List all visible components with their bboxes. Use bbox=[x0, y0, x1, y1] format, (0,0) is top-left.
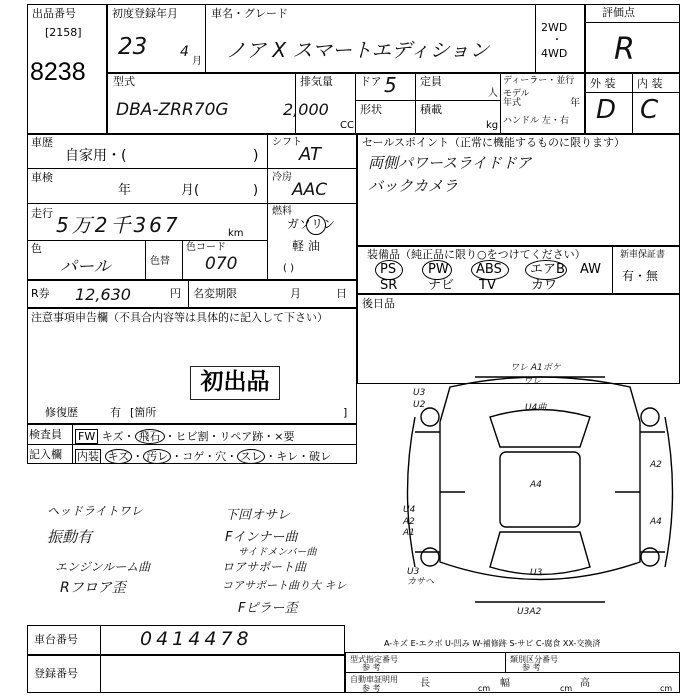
sales-label: セールスポイント（正常に機能するものに限ります） bbox=[362, 136, 626, 149]
inspection-month: 月( bbox=[181, 183, 200, 198]
load-label: 積載 bbox=[420, 103, 442, 116]
inspector-row1: FW キズ・ 飛石 ・ヒビ割・リペア跡・×要 bbox=[75, 428, 295, 444]
diag-note-14: U3 bbox=[530, 568, 543, 578]
remark-right-1: 下回オサレ bbox=[225, 508, 290, 523]
diag-note-12: U3 bbox=[407, 567, 420, 577]
exterior-label: 外 装 bbox=[590, 77, 616, 90]
size-label: 自動車証明用 bbox=[350, 675, 398, 684]
exterior-value: D bbox=[596, 95, 617, 125]
sales-line1: 両側パワースライドドア bbox=[368, 154, 532, 172]
drive-4wd: 4WD bbox=[541, 47, 568, 60]
mileage-label: 走行 bbox=[31, 207, 53, 220]
notes-label: 注意事項申告欄（不具合内容等は具体的に記入して下さい） bbox=[31, 311, 328, 324]
diag-note-2: ワレ bbox=[523, 377, 542, 387]
size-sub: 参 考 bbox=[362, 684, 381, 693]
fuel-diesel: 軽 油 bbox=[292, 239, 320, 253]
shift-value: AT bbox=[299, 144, 321, 165]
ins-required: ×要 bbox=[274, 430, 295, 443]
size-height-cm: cm bbox=[660, 684, 673, 693]
capacity-unit: 人 bbox=[488, 88, 498, 99]
equip-abs: ABS bbox=[476, 262, 502, 277]
model-name-label: 車名・グレード bbox=[211, 7, 288, 20]
lot-label: 出品番号 bbox=[32, 7, 76, 20]
ins-rub: スレ bbox=[237, 449, 265, 464]
warranty-label: 新車保証書 bbox=[620, 250, 666, 260]
later-label: 後日品 bbox=[362, 297, 395, 310]
ins-repair: リペア跡 bbox=[219, 430, 264, 443]
color-change-label: 色替 bbox=[150, 256, 170, 267]
remark-left-1: ヘッドライトワレ bbox=[47, 504, 143, 518]
handle-label: ハンドル 左・右 bbox=[503, 116, 569, 126]
car-damage-diagram bbox=[395, 362, 685, 622]
ins-int-stain: 汚レ bbox=[143, 449, 171, 464]
history-close: ) bbox=[253, 148, 259, 164]
record-label: 記入欄 bbox=[29, 448, 62, 461]
first-listing-stamp bbox=[190, 366, 280, 400]
inspection-close: ) bbox=[253, 183, 259, 198]
ac-label: 冷房 bbox=[272, 172, 292, 183]
shape-label: 形状 bbox=[360, 103, 382, 116]
inspection-year: 年 bbox=[118, 183, 132, 198]
lot-number: 8238 bbox=[30, 58, 86, 86]
first-listing-stamp-text: 初出品 bbox=[200, 369, 270, 395]
interior-value: C bbox=[640, 95, 659, 125]
equip-airbag-circle bbox=[525, 260, 567, 280]
doors-value: 5 bbox=[384, 73, 397, 97]
diag-note-5: U4曲 bbox=[525, 403, 547, 413]
check-label: 検査員 bbox=[29, 428, 62, 441]
recycle-label: R券 bbox=[31, 287, 50, 300]
disp-unit: CC bbox=[340, 120, 354, 131]
first-reg-month: 4 bbox=[180, 44, 189, 60]
remark-left-4: Rフロア歪 bbox=[60, 580, 126, 596]
ins-scratch: キズ bbox=[101, 430, 124, 443]
ins-int-scratch: キズ bbox=[105, 449, 133, 464]
size-width: 幅 bbox=[500, 678, 510, 689]
cert1-sub: 参 考 bbox=[362, 663, 381, 672]
diag-note-8: U4 bbox=[403, 505, 416, 515]
lot-small-number: [2158] bbox=[45, 26, 82, 39]
disp-value: 2,000 bbox=[283, 100, 329, 119]
first-reg-label: 初度登録年月 bbox=[112, 7, 178, 20]
diagram-legend: A-キズ E-エクボ U-凹み W-補修跡 S-サビ C-腐食 XX-交換済 bbox=[384, 639, 601, 648]
size-height: 高 bbox=[580, 678, 590, 689]
type-value: DBA-ZRR70G bbox=[116, 100, 229, 120]
load-unit: kg bbox=[486, 120, 499, 131]
size-length-cm: cm bbox=[478, 684, 491, 693]
color-code-label: 色コード bbox=[186, 242, 226, 253]
doors-label: ドア bbox=[360, 75, 382, 88]
ins-crack: ヒビ割 bbox=[175, 430, 209, 443]
equip-ps: PS bbox=[380, 262, 397, 277]
history-value: 自家用・( bbox=[65, 148, 127, 164]
remark-right-3: サイドメンバー曲 bbox=[238, 547, 317, 558]
repair-label: 修復歴 bbox=[45, 406, 78, 419]
equip-pw-circle bbox=[422, 260, 452, 280]
equip-ps-circle bbox=[375, 260, 403, 280]
dealer-label: ディーラー・並行 bbox=[503, 76, 575, 86]
color-code-value: 070 bbox=[205, 254, 238, 274]
cert2-sub: 参 考 bbox=[522, 663, 541, 672]
remark-right-5: コアサポート曲り大 キレ bbox=[222, 579, 347, 592]
ins-hole: 穴 bbox=[215, 450, 227, 463]
inspection-label: 車検 bbox=[31, 171, 53, 184]
ins-tear: 破レ bbox=[309, 450, 332, 463]
diag-note-9: A2 bbox=[403, 517, 415, 527]
diag-note-4: U2 bbox=[413, 400, 426, 410]
equip-navi: ナビ bbox=[428, 278, 455, 293]
equip-pw: PW bbox=[428, 262, 449, 277]
equip-tv: TV bbox=[479, 278, 496, 293]
ac-value: AAC bbox=[292, 180, 328, 200]
repair-bracket-close: ] bbox=[343, 406, 348, 419]
grade-value: R bbox=[614, 32, 635, 67]
diag-note-15: U3A2 bbox=[517, 607, 542, 617]
drive-2wd: 2WD bbox=[541, 21, 568, 34]
grade-label: 評価点 bbox=[602, 6, 635, 19]
ins-burn: コゲ bbox=[182, 450, 205, 463]
capacity-label: 定員 bbox=[420, 75, 442, 88]
model-year-label: モデル年式 bbox=[503, 89, 530, 108]
ins-cut: キレ bbox=[276, 450, 299, 463]
remark-left-3: エンジンルーム曲 bbox=[55, 560, 151, 574]
equip-leather: カワ bbox=[531, 278, 558, 293]
ins-fw: FW bbox=[75, 429, 98, 444]
diag-note-7: A4 bbox=[530, 480, 542, 490]
mileage-value: 5万2千367 bbox=[56, 213, 181, 237]
diag-note-10: A4 bbox=[650, 517, 662, 527]
sales-line2: バックカメラ bbox=[368, 177, 459, 195]
recycle-unit: 円 bbox=[170, 287, 181, 300]
fuel-gas: ガソリン bbox=[287, 217, 336, 231]
fuel-gas-circle bbox=[306, 215, 326, 235]
remark-right-4: ロアサポート曲 bbox=[222, 560, 307, 574]
equip-abs-circle bbox=[471, 260, 509, 280]
ins-interior: 内装 bbox=[77, 450, 99, 463]
history-label: 車歴 bbox=[31, 136, 53, 149]
diag-note-11: A1 bbox=[403, 528, 415, 538]
type-label: 型式 bbox=[113, 75, 135, 88]
first-reg-month-unit: 月 bbox=[192, 56, 202, 67]
repair-has: 有 bbox=[110, 406, 121, 419]
fuel-label: 燃料 bbox=[272, 206, 292, 217]
model-year-unit: 年 bbox=[570, 98, 580, 109]
remark-right-6: Fピラー歪 bbox=[238, 601, 298, 616]
reg-label: 登録番号 bbox=[34, 667, 78, 680]
shift-label: シフト bbox=[272, 137, 302, 148]
cert2-label: 類別区分番号 bbox=[510, 655, 558, 664]
equip-sr: SR bbox=[380, 278, 398, 293]
expiry-label: 名変期限 bbox=[193, 287, 237, 300]
fuel-paren: ( ) bbox=[283, 263, 294, 274]
model-name-value: ノア X スマートエディション bbox=[226, 38, 490, 62]
diag-note-3: U3 bbox=[413, 388, 426, 398]
color-value: パール bbox=[60, 257, 111, 277]
warranty-value: 有・無 bbox=[622, 269, 659, 283]
interior-label: 内 装 bbox=[637, 77, 663, 90]
size-length: 長 bbox=[420, 678, 430, 689]
remark-right-2: Fインナー曲 bbox=[225, 530, 298, 545]
repair-bracket-open: [箇所 bbox=[130, 406, 157, 419]
equipment-label: 装備品（純正品に限り○をつけてください） bbox=[367, 248, 586, 261]
chassis-value: 0414478 bbox=[140, 628, 253, 650]
first-reg-year: 23 bbox=[118, 34, 148, 60]
mileage-unit: km bbox=[228, 228, 244, 239]
ins-stone: 飛石 bbox=[135, 429, 165, 444]
expiry-day: 日 bbox=[336, 287, 347, 300]
diag-note-1: ワレ A1ボケ bbox=[510, 363, 561, 373]
recycle-value: 12,630 bbox=[75, 285, 131, 304]
equip-aw: AW bbox=[580, 262, 602, 277]
color-label: 色 bbox=[31, 242, 42, 255]
drive-dot: ・ bbox=[552, 35, 562, 46]
cert1-label: 型式指定番号 bbox=[350, 655, 398, 664]
diag-note-6: A2 bbox=[650, 460, 662, 470]
remark-left-2: 振動有 bbox=[47, 528, 93, 546]
diag-note-13: カサヘ bbox=[407, 577, 435, 587]
expiry-month: 月 bbox=[290, 287, 301, 300]
equip-airbag: エアB bbox=[530, 262, 565, 277]
size-width-cm: cm bbox=[560, 684, 573, 693]
chassis-label: 車台番号 bbox=[34, 633, 78, 646]
inspector-row2: 内装 キズ ・ 汚レ ・コゲ・穴・ スレ ・キレ・破レ bbox=[77, 450, 332, 463]
disp-label: 排気量 bbox=[300, 75, 333, 88]
